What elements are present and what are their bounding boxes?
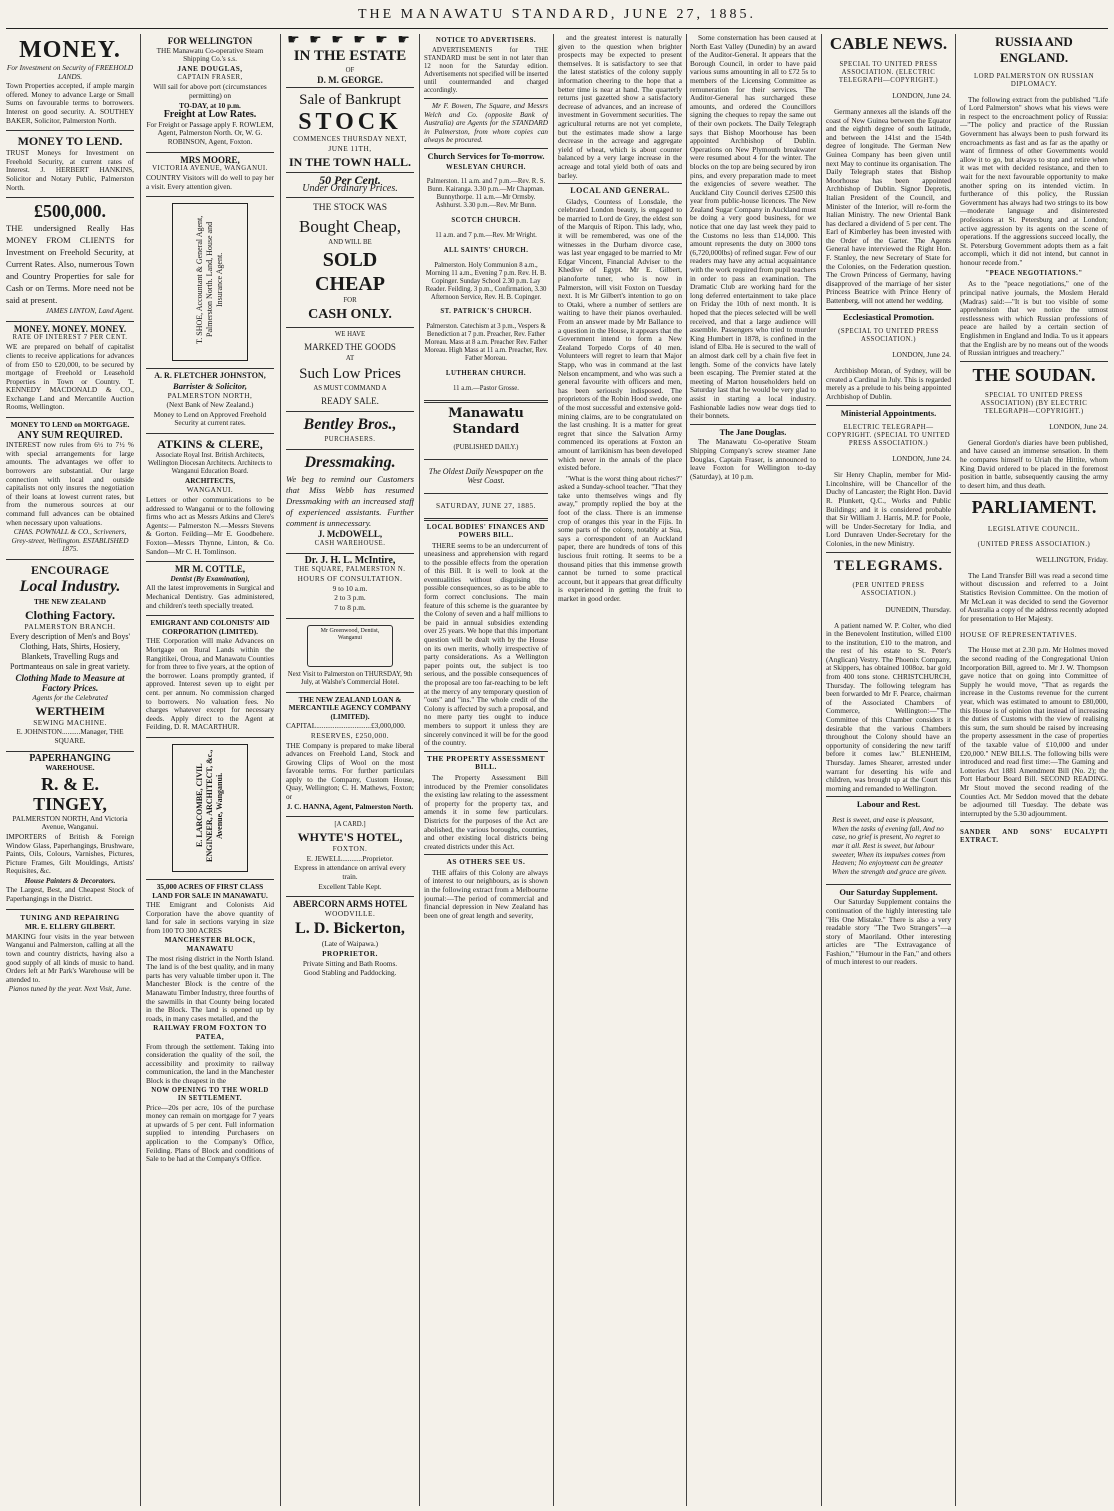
ad-text: Excellent Table Kept.	[318, 881, 382, 891]
section-subheading: SPECIAL TO UNITED PRESS ASSOCIATION. (ELECTRIC TELEGRAPH—COPYRIGHT.)	[838, 60, 939, 84]
article-body: Some consternation has been caused at North East Valley (Dunedin) by an award of the Auditor-General. It appears that the Borough Council, in order to have paid various sums amounting in all to £72 5s to members of the Licensing Committee as remuneration for their services. The Auditor-General has surcharged these amounts, and ordered the Councillors signing the cheques to repay the same out of their own pockets. The Daily Telegraph says that Bishop Moorhouse has been appointed Archbishop of Dublin. Operations on New Plymouth breakwater were resumed about 4 for the winter. The blocks on the top are being secured by iron pins, and every preparation made to meet the exigencies of severe weather. The Auckland City Council derives £2500 this year from public-house licences. The New Zealand Sugar Company in Auckland must be doing a very good business, for we notice that one day last week they paid to the Customs no less than £14,000. This amount represents the duty on 3000 tons (6,720,000lbs) of refined sugar. Few of our readers may have any actual acquaintance with the work required from pupil teachers in order to pass an examination. The Dramatic Club are working hard for the long deferred entertainment to take place on Friday the 10th of next month. It is hoped that the pieces selected will be well received, and that a large audience will assemble. Passengers who tried to murder King Humbert in 1878, is confined in the island of Elba. He is secured to the wall of an almost dark cell by a chain five feet in length. Some of the convicts have lately been escaping. The Premier stated at the meeting of Marton householders held on Saturday last that he would be very glad to assist in starting a local industry. Fashionable ladies now wear dogs tied to their bonnets.	[690, 34, 816, 421]
ad-heading: PAPERHANGING	[29, 752, 111, 764]
ad-text: READY SALE.	[321, 395, 379, 406]
column-6	[690, 34, 816, 1504]
ad-body: The most rising district in the North Island. The land is of the best quality, and in many parts has very valuable timber upon it. The Manchester Block is the centre of the Manawatu Timber Industry, three fourths of the sawmills in that County being located in the Block. The land is opened up by roads, in many cases metalled, and the	[146, 953, 274, 1023]
ad-text: E. JEWELL...........Proprietor.	[306, 853, 394, 863]
ad-subheading: ANY SUM REQUIRED.	[17, 429, 123, 441]
pointing-hand-card: Mr Greenwood, Dentist, Wanganui	[307, 625, 393, 667]
ad-body: Express in attendance on arrival every train.	[294, 863, 406, 882]
ad-title: 50 Per Cent.	[319, 172, 381, 187]
ad-title: SOLD CHEAP	[315, 248, 385, 295]
section-subheading: (PER UNITED PRESS ASSOCIATION.)	[852, 582, 925, 598]
section-heading: LOCAL AND GENERAL.	[570, 186, 670, 196]
article-body: The Property Assessment Bill introduced by the Premier consolidates the existing law relating to the assessment of property for the property tax, and amends it in some few particulars. Districts for the purposes of the Act are abolished, the various boroughs, counties, and other existing local districts being created districts under this Act.	[424, 772, 548, 851]
article-body: A patient named W. P. Colter, who died in the Benevolent Institution, willed £100 to the institution, £10 to the matron, and the rest of his estate to St. Peter's (Anglican) Vestry. The Phoenix Company, at Skippers, has obtained 1008oz. bar gold from 400 tons stone. CHRISTCHURCH, Thursday. The following telegram has been forwarded to Mr F. Pearce, chairman of the Associated Chambers of Commerce, Wellington:—"The Committee of this Chamber considers it desirable that the various Chambers throughout the Colony should have an opportunity of considering the new tariff before it comes law." BLENHEIM, Thursday. James Shearer, arrested under warrant for deserting his wife and children, was brought up at the Court this morning and remanded to Wellington.	[826, 620, 951, 793]
ad-body: INTEREST now rules from 6½ to 7½ % with special arrangements for large amounts. The advantages we offer to borrowers are substantial. Our large connection with local and outside capitalists not only insures the negotiation of their loans at lowest current rates, but from the numerous sources at our command full advances can be obtained when necessary upon valuations.	[6, 440, 134, 527]
ad-text: [A CARD.]	[334, 821, 366, 829]
ad-title: IN THE TOWN HALL.	[288, 154, 412, 169]
article-body: Our Saturday Supplement contains the continuation of the highly interesting tale "His One Mistake." There is also a very readable story "The Two Strangers"—a story of Maoriland. Other interesting articles are "The Extravagance of Fashion," "Humour in the Fan," and others of much interest to our readers.	[826, 897, 951, 967]
article-body: The following extract from the published "Life of Lord Palmerston" shows what his views were in respect to the encroachment policy of Russia:—"The policy and practice of the Russian Government has always been to push forward its encroachments as fast and as far as the apathy or want of firmness of other Governments would allow it to go, but always to stop and retire when it was met with decided resistance, and then to wait for the next favourable opportunity to make another spring on its intended victim. In furtherance of this policy, the Russian Government has always had two strings to its bow—moderate language and disinterested professions at St. Petersburg and at London; active aggression by its agents on the scene of operations. If the aggressions succeed locally, the St. Petersburg Government adopts them as a fait accompli, which it did not intend, but cannot in honour recede from."	[960, 94, 1108, 267]
column-2	[146, 34, 274, 1504]
ad-text: THE STOCK WAS	[312, 202, 388, 213]
column-rule	[419, 34, 420, 1506]
ad-text: MARKED THE GOODS	[304, 341, 396, 352]
divider	[690, 424, 816, 425]
church-name: WESLEYAN CHURCH.	[446, 163, 526, 171]
ad-signature: Bentley Bros.,	[303, 415, 397, 433]
article-body: General Gordon's diaries have been published, and have caused an immense sensation. In them he compares himself to Uriah the Hittite, whom King David ordered to be placed in the foremost position in battle, subsequently causing the army to desert him, and thus death.	[960, 437, 1108, 490]
wellington-ad	[146, 34, 274, 153]
larcombe-text: E. LARCOMBE, CIVIL ENGINEER, ARCHITECT, &c., Avenue, Wanganui.	[195, 749, 224, 862]
ad-title: Barrister & Solicitor,	[173, 380, 247, 391]
column-4	[424, 34, 548, 1504]
ad-heading: MONEY. MONEY. MONEY.	[13, 323, 127, 334]
ad-heading: Dr. J. H. L. McIntire,	[304, 554, 396, 566]
divider	[286, 197, 414, 198]
section-heading: Labour and Rest.	[856, 799, 921, 810]
divider	[424, 518, 548, 521]
ad-text: WOODVILLE.	[324, 908, 376, 918]
whyte-hotel-ad	[286, 817, 414, 897]
ad-text: Good Stabling and Paddocking.	[303, 968, 397, 978]
article-body: and the greatest interest is naturally given to the question when brighter prospects may be expected to present themselves. It is satisfactory to see that the latest statistics of the colony supply information cheering to the hope that a better time is near at hand. The quarterly returns just gazetted show a satisfactory decrease of advances, and an increase of investment in Government securities. The agricultural returns are not yet complete, but the estimates made show a large decrease in the acreage and aggregate yield of wheat, which is about counter balanced by a very large increase in the acreage and total yield both of oats and barley.	[558, 34, 682, 180]
section-heading: The Jane Douglas.	[719, 426, 787, 437]
church-name: ST. PATRICK'S CHURCH.	[440, 308, 532, 316]
vertical-ad-box	[172, 203, 248, 361]
hours-line: 2 to 3 p.m.	[334, 593, 366, 603]
section-heading: PARLIAMENT.	[971, 497, 1097, 518]
vertical-ad-text: T. SHOE, Accountant & General Agent, Palmerston North. Land, House and Insurance Agent.	[195, 215, 224, 344]
column-rule	[955, 34, 956, 1506]
divider	[826, 405, 951, 406]
divider	[286, 87, 414, 88]
ad-heading: FOR WELLINGTON	[167, 36, 253, 46]
ad-title: CASH ONLY.	[308, 306, 392, 322]
church-name: ALL SAINTS' CHURCH.	[443, 246, 529, 254]
ad-body: Will sail for above port (circumstances permitting) on	[153, 82, 267, 100]
section-heading: LOCAL BODIES' FINANCES AND POWERS BILL.	[426, 523, 546, 539]
newspaper-nameplate: Manawatu Standard	[448, 405, 524, 437]
dateline: WELLINGTON, Friday.	[1035, 554, 1108, 564]
notice-body: ADVERTISEMENTS for THE STANDARD must be sent in not later than 12 noon for the Saturday edition. Advertisements not specified will be inserted until countermanded and charged accordingly.	[424, 47, 548, 94]
dateline: LONDON, June 24.	[1049, 421, 1108, 431]
column-5	[558, 34, 682, 1504]
ad-heading: IN THE ESTATE	[293, 47, 407, 64]
ad-text: CAPTAIN FRASER,	[177, 74, 243, 82]
divider	[424, 751, 548, 752]
ad-text: AS MUST COMMAND A	[313, 384, 387, 392]
divider	[826, 552, 951, 553]
ad-heading: MONEY.	[19, 37, 121, 63]
ad-heading: A. R. FLETCHER JOHNSTON,	[154, 371, 266, 381]
section-subheading: LORD PALMERSTON ON RUSSIAN DIPLOMACY.	[973, 72, 1095, 88]
ad-heading: TUNING AND REPAIRING	[20, 912, 120, 922]
article-body: Archbishop Moran, of Sydney, will be created a Cardinal in July. This is regarded merely as a prelude to his being appointed Archbishop of Dublin.	[826, 366, 951, 401]
ad-text: FOR	[343, 296, 357, 304]
ad-body: THE Corporation will make Advances on Mortgage on Rural Lands within the Rangitikei, Oroua, and Manawatu Counties for from three to five years, at the option of the borrower. Loans promptly granted, if approved. Interest seven up to eight per cent. per annum. No commission charged to borrowers. No valuation fees. No charges whatever except for necessary deeds. Apply direct to the Agent at Feilding, D. R. MACARTHUR.	[146, 636, 274, 732]
ad-text: CASH WAREHOUSE.	[314, 539, 386, 547]
ad-text: VICTORIA AVENUE, WANGANUI.	[152, 165, 268, 173]
ad-text: NOW OPENING TO THE WORLD IN SETTLEMENT.	[151, 1086, 269, 1102]
ad-text: Clothing Made to Measure at Factory Prices.	[15, 673, 125, 694]
issue-date: SATURDAY, JUNE 27, 1885.	[436, 500, 536, 510]
article-body: As to the "peace negotiations," one of the principal native journals, the Moslem Herald (Madras) said:—"It is but too visible of some apprehension that we notice the utmost restlessness with which Russian professions of peace are hailed by a certain section of Englishmen in England and India. To us it appears that the English are by no means out of the woods of Russian intrigues and treachery."	[960, 279, 1108, 358]
church-services: 11 a.m.—Pastor Grosse.	[452, 384, 519, 392]
church-name: SCOTCH CHURCH.	[451, 217, 521, 225]
masthead: THE MANAWATU STANDARD, JUNE 27, 1885.	[357, 7, 757, 22]
larcombe-ad	[146, 738, 274, 880]
divider	[558, 183, 682, 184]
ad-text: WE HAVE	[334, 330, 366, 338]
ad-body: For Freight or Passage apply F. ROWLEM, Agent, Palmerston North. Or, W. G. ROBINSON, Agent, Foxton.	[146, 119, 274, 146]
column-1	[6, 34, 134, 1504]
ad-title: R. & E. TINGEY,	[33, 773, 107, 814]
ad-text: House Painters & Decorators.	[24, 875, 116, 885]
section-heading: RUSSIA AND ENGLAND.	[995, 34, 1073, 65]
poem-body: Rest is sweet, and ease is pleasant, When the tasks of evening fall, And no case, no grief is present, No regret to mar it all. Rest is sweet, but labour sweeter, When its impulses comes from Heaven; No enjoyment can be greater When the strength and grace are given.	[832, 815, 947, 876]
ad-title: ARCHITECTS,	[184, 475, 236, 485]
article-body: The Manawatu Co-operative Steam Shipping Company's screw steamer Jane Douglas, Captain Fraser, is announced to leave Foxton for Wellington to-day (Saturday), at 10 p.m.	[690, 437, 816, 481]
ad-text: CAPITAL..............................£3,000,000.	[286, 721, 406, 731]
ad-body: From through the settlement. Taking into consideration the quality of the soil, the accessibility and proximity to railway communication, the land in the Manchester Block is the cheapest in the	[146, 1041, 274, 1085]
article-body: Germany annexes all the islands off the coast of New Guinea between the Equator and the eighth degree of south latitude, and between the 141st and the 154th degree of longitude. The German New Guinea Company has been given until next May to continue its organisation. The Daily Telegraph states that Bishop Moorhouse has been appointed Archbishop of Dublin. Signor Depretis, Italian President of the Council, and Minister of the Interior, will re-form the Italian Ministry. The new Oriental Bank has declared a dividend of 5 per cent. The Earl of Kimberley has been invested with the Order of the Garter. The Agents General have interviewed the Right Hon. F. Stanley, the new Secretary of State for the Colonies, on the Federation question. The Crown Princess of Germany, having disapproved of the marriage of her sister Princess Beatrice with Prince Henry of Battenberg, will not attend her wedding.	[826, 106, 951, 306]
loan-ad	[286, 693, 414, 818]
hours-line: 7 to 8 p.m.	[334, 602, 366, 612]
emigrant-ad	[146, 616, 274, 738]
article-body: "What is the worst thing about riches?" asked a Sunday-school teacher. "That they take unto themselves wings and fly away," promptly replied the boy at the foot of the class. There is an immense crop of oranges this year in the Fijis. In some parts of the colony, notably at Sua, says a correspondent of an Auckland paper, there are hundreds of tons of this luscious fruit rotting. It seems to be a thousand pities that this immense growth cannot be turned to some practical account, but it appears that great difficulty is experienced in getting the fruit to market in good order.	[558, 473, 682, 603]
ad-signature: J. McDOWELL,	[317, 528, 383, 539]
ad-body: THE Emigrant and Colonists Aid Corporation have the above quantity of land for sale in sections varying in size from 100 TO 300 ACRES	[146, 900, 274, 935]
column-8	[960, 34, 1108, 1504]
ad-body: We beg to remind our Customers that Miss Webb has resumed Dressmaking with an increased staff of experienced assistants. Further comment is unnecessary.	[286, 473, 414, 528]
church-services: Palmerston. Holy Communion 8 a.m., Morning 11 a.m., Evening 7 p.m. Rev. H. B. Copinger. Sunday School 2.30 p.m. Lay Reader. Feilding. 3 p.m., Confirmation, 3.30 Afternoon Service, Rev. H. B. Copinger.	[425, 261, 547, 301]
amount-ad	[6, 198, 134, 322]
ad-text: PURCHASERS.	[324, 435, 376, 443]
ad-body: MAKING four visits in the year between Wanganui and Palmerston, calling at all the town and country districts, having also a good supply of all kinds of music to hand. Orders left at Mr Park's Warehouse will be attended to.	[6, 931, 134, 984]
cottle-ad	[146, 562, 274, 616]
ad-heading: £500,000.	[34, 201, 106, 222]
dressmaking-ad	[286, 450, 414, 554]
ad-subheading: For Investment on Security of FREEHOLD LANDS.	[6, 63, 134, 81]
ad-text: AND WILL BE	[328, 238, 372, 246]
ad-heading: EMIGRANT AND COLONISTS' AID CORPORATION (LIMITED).	[150, 618, 270, 636]
section-subheading: ELECTRIC TELEGRAPH—COPYRIGHT. (SPECIAL TO UNITED PRESS ASSOCIATION.)	[826, 423, 951, 447]
ad-text: TO-DAY, at 10 p.m.	[179, 100, 241, 110]
ad-text: Agents for the Celebrated	[32, 693, 108, 703]
ad-body: Town Properties accepted, if ample margin offered. Money to advance Large or Small Sums on favourable terms to borrowers. Interest on good security. A. SOUTHEY BAKER, Solicitor, Palmerston North.	[6, 81, 134, 125]
mortgage-ad	[6, 418, 134, 560]
column-rule	[821, 34, 822, 1506]
ad-title: STOCK	[298, 109, 402, 136]
divider	[960, 493, 1108, 494]
ad-text: PALMERSTON NORTH, And Victoria Avenue, Wanganui.	[12, 813, 128, 832]
ad-body: WE are prepared on behalf of capitalist clients to receive applications for advances of from £50 to £20,000, to be secured by mortgage of Freehold or Leasehold Properties in Town or Country. T. KENNEDY MACDONALD & CO., Exchange Land and Mercantile Auction Rooms, Wellington.	[6, 342, 134, 412]
divider	[960, 361, 1108, 362]
ad-heading: MONEY TO LEND on MORTGAGE.	[10, 420, 130, 430]
ad-text: Private Sitting and Bath Rooms.	[302, 958, 398, 968]
divider	[826, 884, 951, 885]
divider	[424, 148, 548, 149]
ad-title: MR. E. ELLERY GILBERT.	[25, 922, 115, 932]
leader-body: THERE seems to be an undercurrent of uneasiness and apprehension with regard to the possible effects from the operation of this Bill. It is well to look at the eventualities without disguising the possible consequences, so as to be able to form correct conclusions. The main feature of this scheme is the guarantee by the Colony of seven and a half millions to be paid in annual subsidies extending over 25 years. We hope that this important question will be dealt with by the House on its own merits, wholly irrespective of party considerations. As a Wellington paper points out, the subject is too serious, and the possible consequences of the proposal are too far-reaching to be left at the mercy of any temporary question of "outs" and "ins." The whole credit of the Colony is affected by such a proposal, and no mere party ties ought to induce members to support it unless they are sincerely convinced it will be for the good of the country.	[424, 540, 548, 748]
ad-text: WANGANUI.	[186, 485, 234, 495]
ad-heading: MONEY TO LEND.	[17, 134, 123, 149]
ad-body: All the latest improvements in Surgical and Mechanical Dentistry. Gas administered, and children's teeth specially treated.	[146, 583, 274, 610]
clothing-ad	[6, 560, 134, 752]
dateline: DUNEDIN, Thursday.	[885, 604, 951, 614]
ad-body: THE Company is prepared to make liberal advances on Freehold Land, Stock and Growing Clips of Wool on the most favorable terms. For further particulars apply to the Company, Custom House, Quay, Wellington; C. H. Mathews, Foxton; or	[286, 740, 414, 802]
dateline: LONDON, June 24.	[892, 454, 951, 464]
hours-line: 9 to 10 a.m.	[332, 583, 368, 593]
ad-text: Pianos tuned by the year. Next Visit, June.	[8, 984, 132, 994]
johnston-ad	[146, 369, 274, 434]
ad-signature: JAMES LINTON, Land Agent.	[45, 306, 134, 316]
article-body: The Land Transfer Bill was read a second time without discussion and referred to a Joint Statistics Revision Committee. On the motion of Mr McLean it was decided to send the Governor of Australia a copy of the address recently adopted for presentation to Her Majesty.	[960, 570, 1108, 623]
section-heading: NOTICE TO ADVERTISERS.	[435, 37, 537, 44]
money-money-ad	[6, 322, 134, 418]
ad-title: Sale of Bankrupt	[299, 92, 401, 109]
ad-text: RESERVES, £250,000.	[310, 730, 390, 740]
article-body: Sir Henry Chaplin, member for Mid-Lincolnshire, will be Chancellor of the Duchy of Lancaster; the Right Hon. David R. Plunkett, Q.C., Works and Public Buildings; and it is considered probable that Sir William J. Harris, M.P. for Poole, will be Under-Secretary for India, and Lord Dunraven Under-Secretary for the Colonies, in the new Ministry.	[826, 470, 951, 548]
ad-body: Every description of Men's and Boys' Clothing, Hats, Shirts, Hosiery, Blankets, Travelling Rugs and Portmanteaus on sale in great variety.	[10, 632, 130, 672]
column-rule	[686, 34, 687, 1506]
column-3	[286, 34, 414, 1504]
church-name: LUTHERAN CHURCH.	[445, 369, 527, 377]
vertical-ad	[146, 197, 274, 369]
section-heading: THE PROPERTY ASSESSMENT BILL.	[426, 753, 546, 772]
ad-text: PALMERSTON NORTH,	[167, 390, 253, 400]
ad-text: Under Ordinary Prices.	[302, 183, 398, 195]
ad-title: L. D. Bickerton,	[295, 920, 405, 938]
ad-signature: E. JOHNSTON..........Manager, THE SQUARE.	[16, 727, 124, 745]
section-heading: CABLE NEWS.	[829, 34, 948, 53]
masthead-rule	[6, 28, 1108, 29]
church-services: Palmerston. 11 a.m. and 7 p.m.—Rev. R. S. Bunn. Kairanga. 3.30 p.m.—Mr Chapman. Bunnythorpe. 11 a.m.—Mr Ormsby. Ashhurst. 3.30 p.m.—Rev. Mr Bunn.	[426, 178, 546, 210]
ad-title: WERTHEIM	[35, 703, 105, 718]
ad-text: SEWING MACHINE.	[33, 717, 107, 727]
ad-heading: ABERCORN ARMS HOTEL	[292, 899, 408, 910]
ad-title: JANE DOUGLAS,	[177, 63, 243, 73]
dateline: LONDON, June 24.	[892, 91, 951, 101]
ad-title: Dentist (By Examination),	[170, 573, 250, 583]
divider	[826, 796, 951, 797]
ad-text: PROPRIETOR.	[322, 949, 378, 958]
paperhanging-ad	[6, 752, 134, 910]
ad-heading: MRS MOORE,	[180, 154, 240, 165]
ad-heading: 35,000 ACRES OF FIRST CLASS LAND FOR SALE IN MANAWATU.	[152, 881, 268, 900]
ad-text: AT	[345, 354, 355, 362]
nameplate-tagline: The Oldest Daily Newspaper on the West Coast.	[428, 467, 544, 485]
section-heading: Ministerial Appointments.	[840, 407, 937, 418]
ad-body: COUNTRY Visitors will do well to pay her a visit. Every attention given.	[146, 173, 274, 191]
ad-text: FOXTON.	[332, 844, 368, 854]
ad-heading: THE NEW ZEALAND LOAN & MERCANTILE AGENCY COMPANY (LIMITED).	[288, 694, 412, 721]
dateline: LONDON, June 24.	[892, 350, 951, 360]
money-ad	[6, 34, 134, 131]
ad-title: Clothing Factory.	[25, 607, 115, 622]
ad-subheading: Freight at Low Rates.	[163, 109, 257, 121]
section-heading: TELEGRAMS.	[833, 557, 944, 574]
lend-ad	[6, 131, 134, 198]
ad-signature: J. C. HANNA, Agent, Palmerston North.	[286, 801, 414, 811]
ad-text: PALMERSTON BRANCH.	[24, 621, 116, 631]
ad-body: The Largest, Best, and Cheapest Stock of Paperhangings in the District.	[6, 885, 134, 904]
pointing-hand-icons: ☛ ☛ ☛ ☛ ☛ ☛	[287, 34, 413, 48]
larcombe-box	[172, 744, 248, 872]
divider	[424, 400, 548, 403]
ad-heading: ATKINS & CLERE,	[157, 436, 263, 451]
divider	[424, 493, 548, 494]
column-rule	[140, 34, 141, 1506]
ad-title: MANCHESTER BLOCK, MANAWATU	[164, 935, 256, 954]
ad-text: (Next Bank of New Zealand.)	[166, 400, 254, 410]
ad-body: Price—20s per acre, 10s of the purchase money can remain on mortgage for 7 years at upwards of 5 per cent. Full information supplied to intending Purchasers on application to the Company's Office, Feilding. Plans of Block and conditions of Sale to be had at the Company's Office.	[146, 1102, 274, 1164]
section-subheading: HOUSE OF REPRESENTATIVES.	[960, 629, 1078, 639]
agents-notice: Mr F. Bowen, The Square, and Messrs Welch and Co. (opposite Bank of Australia) are Agents for the STANDARD in Palmerston, from whom copies can always be procured.	[424, 101, 548, 145]
acres-ad	[146, 880, 274, 1169]
section-subheading: (UNITED PRESS ASSOCIATION.)	[977, 540, 1091, 548]
section-heading: THE SOUDAN.	[972, 364, 1096, 385]
section-heading: Our Saturday Supplement.	[839, 886, 938, 897]
divider	[424, 98, 548, 99]
ad-heading: MR M. COTTLE,	[174, 564, 245, 575]
ad-text: HOURS OF CONSULTATION.	[297, 574, 403, 584]
ad-heading: WHYTE'S HOTEL,	[297, 830, 403, 845]
ad-text: THE Manawatu Co-operative Steam Shipping Co.'s s.s.	[156, 45, 264, 64]
article-body: The House met at 2.30 p.m. Mr Holmes moved the second reading of the Congregational Union Incorporation Bill, agreed to. Mr J. W. Thompson gave notice that on going into Committee of Supply he would move, "That as regards the increase in the Customs revenue for the current year, which was estimated to amount to £80,000, this House is of opinion that instead of increasing the duties of Customs with the view of realising this sum, the sum should be raised by increasing the property assessment in the case of properties of the taxable value of £10,000 and under £20,000." NEW BILLS. The following bills were introduced and read first time:—The Gaming and Lotteries Act 1881 Amendment Bill (No. 2); the Port Harbour Board Bill. SECOND READING. Mr Stout moved the second reading of the Counties Act. Mr Seddon moved that the debate be adjourned till Tuesday. The debate was interrupted by the 5.30 adjournment.	[960, 645, 1108, 818]
ad-text: WAREHOUSE.	[45, 763, 95, 773]
article-body: Gladys, Countess of Lonsdale, the celebrated London beauty, is engaged to be married to Lord de Grey, the eldest son of the Marquis of Ripon. This lady, who, it will be remembered, was one of the witnesses in the Durham divorce case, was last year engaged to be married to Mr Edgar Vincent, Financial Adviser to the Khedive of Egypt. Mr E. Gilbert, pianoforte tuner, who is now in Palmerston, will visit Foxton on Tuesday next. It is Mr Gilbert's intention to go on to Otaki, where a number of settlers are waiting to have their pianos overhauled. From an answer made by Mr Ballance to a question in the House, it appears that the Government intend to form a New Zealand Torpedo Corps of 40 men. Volunteers will regret to learn that Major Stapp, who was in command at the last Nelson encampment, and who was such a general favourite with officers and men, has been seriously indisposed. The proprietors of the Robin Hood swede, one of the most successful and extensive gold-mining claims, are to be congratulated on the last crushing. It is a matter for great regret that since the Salvation Army commenced its operations at Foxton an amount of larrikinism has been developed which never in the annals of the place existed before.	[558, 196, 682, 473]
ad-subheading: Local Industry.	[19, 577, 121, 595]
ad-text: (Late of Waipawa.)	[321, 939, 379, 949]
section-heading: Church Services for To-morrow.	[427, 150, 545, 161]
column-rule	[280, 34, 281, 1506]
bankrupt-sale-ad	[286, 34, 414, 450]
tuning-ad	[6, 910, 134, 999]
ad-text: JUNE 11TH,	[328, 144, 372, 154]
church-services: Palmerston. Catechism at 3 p.m., Vespers & Benediction at 7 p.m. Preacher, Rev. Father Moreau. Mass at 8 a.m. Preacher Rev. Father Moreau. High Mass at 11 a.m. Preacher, Rev. Father Moreau.	[424, 323, 548, 363]
ad-body: THE undersigned Really Has MONEY FROM CLIENTS for Investment on Freehold Security, at Current Rates. Also, numerous Town and Country Properties for sale for Cash or on Terms. More need not be said at present.	[6, 223, 134, 306]
ad-title: Such Low Prices	[299, 365, 401, 382]
section-subheading: SPECIAL TO UNITED PRESS ASSOCIATION) (BY ELECTRIC TELEGRAPH—COPYRIGHT.)	[980, 391, 1088, 415]
ad-body: IMPORTERS of British & Foreign Window Glass, Paperhangings, Brushware, Paints, Oils, Colours, Varnishes, Pictures, Picture Frames, Gilt Mouldings, Artists' Requisites, &c.	[6, 831, 134, 876]
divider	[424, 459, 548, 460]
ad-title: RAILWAY FROM FOXTON TO PATEA,	[153, 1023, 267, 1041]
divider	[960, 821, 1108, 822]
dentist-card-ad	[286, 619, 414, 693]
section-heading: "PEACE NEGOTIATIONS."	[985, 270, 1083, 278]
nameplate-sub: (PUBLISHED DAILY.)	[453, 444, 519, 452]
article-body: THE affairs of this Colony are always of interest to our neighbours, as is shown in the following extract from a Melbourne journal:—The period of commercial and financial depression in New Zealand has been one of great length and severity,	[424, 867, 548, 920]
column-rule	[553, 34, 554, 1506]
moore-ad	[146, 153, 274, 198]
church-services: 11 a.m. and 7 p.m.—Rev. Mr Wright.	[435, 231, 537, 239]
ad-text: OF	[345, 66, 355, 74]
ad-body: Next Visit to Palmerston on THURSDAY, 9th July, at Walshe's Commercial Hotel.	[287, 670, 413, 686]
ad-body: Money to Lend on Approved Freehold Security at current rates.	[153, 409, 267, 428]
section-subheading: LEGISLATIVE COUNCIL.	[987, 523, 1081, 533]
divider	[286, 327, 414, 328]
ad-subheading: Associate Royal Inst. British Architects, Wellington Diocesan Architects. Architects to Wanganui Education Board.	[147, 451, 273, 475]
footer-ad: SANDER AND SONS' EUCALYPTI EXTRACT.	[960, 829, 1108, 845]
ad-signature: CHAS. POWNALL & CO., Scriveners, Grey-street, Wellington. ESTABLISHED 1875.	[11, 527, 129, 554]
divider	[826, 309, 951, 310]
ad-text: THE SQUARE, PALMERSTON N.	[294, 566, 406, 574]
ad-heading: ENCOURAGE	[30, 562, 109, 577]
section-subheading: (SPECIAL TO UNITED PRESS ASSOCIATION.)	[838, 328, 939, 344]
doctor-ad	[286, 554, 414, 619]
section-heading: Ecclesiastical Promotion.	[843, 311, 934, 322]
atkins-ad	[146, 434, 274, 562]
ad-text: COMMENCES THURSDAY NEXT,	[293, 136, 407, 144]
column-7	[826, 34, 951, 1504]
ad-body: TRUST Moneys for Investment on Freehold Security, at current rates of Interest. J. HERBERT HANKINS, Solicitor and Notary Public, Palmerston North.	[6, 148, 134, 192]
ad-heading: Dressmaking.	[304, 453, 396, 471]
section-heading: AS OTHERS SEE US.	[446, 857, 526, 867]
ad-title: D. M. GEORGE.	[317, 74, 383, 85]
ad-title: Bought Cheap,	[299, 216, 401, 236]
ad-subheading: RATE OF INTEREST 7 PER CENT.	[12, 334, 128, 342]
divider	[424, 854, 548, 855]
abercorn-hotel-ad	[286, 897, 414, 983]
ad-text: THE NEW ZEALAND	[33, 596, 107, 606]
divider	[286, 411, 414, 412]
ad-body: Letters or other communications to be addressed to Wanganui or to the following firms who act as Messrs Atkins and Clere's Agents:— Palmerston N.—Messrs Stevens & Gorton. Feilding—Mr E. Goodbehere. Foxton—Messrs Thynne, Linton, & Co. Sandon—Mr C. H. Tomlinson.	[146, 495, 274, 556]
